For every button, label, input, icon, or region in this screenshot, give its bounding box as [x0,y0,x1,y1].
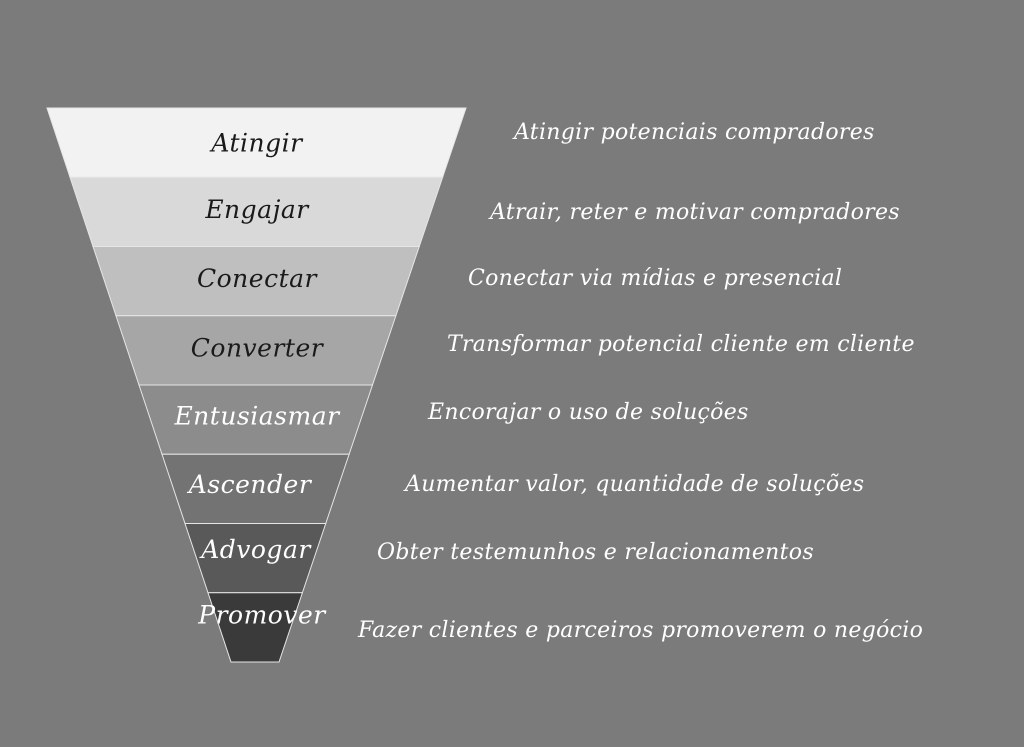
stage-label-converter: Converter [190,333,324,363]
stage-description-ascender: Aumentar valor, quantidade de soluções [405,472,865,497]
stage-description-converter: Transformar potencial cliente em cliente [447,332,915,357]
stage-description-atingir: Atingir potenciais compradores [514,120,875,145]
stage-description-advogar: Obter testemunhos e relacionamentos [377,540,814,565]
stage-description-promover: Fazer clientes e parceiros promoverem o negócio [358,618,924,643]
stage-label-conectar: Conectar [197,264,317,294]
stage-label-entusiasmar: Entusiasmar [174,401,340,431]
stage-label-engajar: Engajar [205,194,309,224]
stage-label-promover: Promover [198,600,326,630]
stage-description-conectar: Conectar via mídias e presencial [468,266,843,291]
stage-description-entusiasmar: Encorajar o uso de soluções [428,400,749,425]
stage-label-advogar: Advogar [201,535,311,565]
stage-description-engajar: Atrair, reter e motivar compradores [490,200,900,225]
stage-label-ascender: Ascender [188,469,312,499]
stage-label-atingir: Atingir [211,128,303,158]
